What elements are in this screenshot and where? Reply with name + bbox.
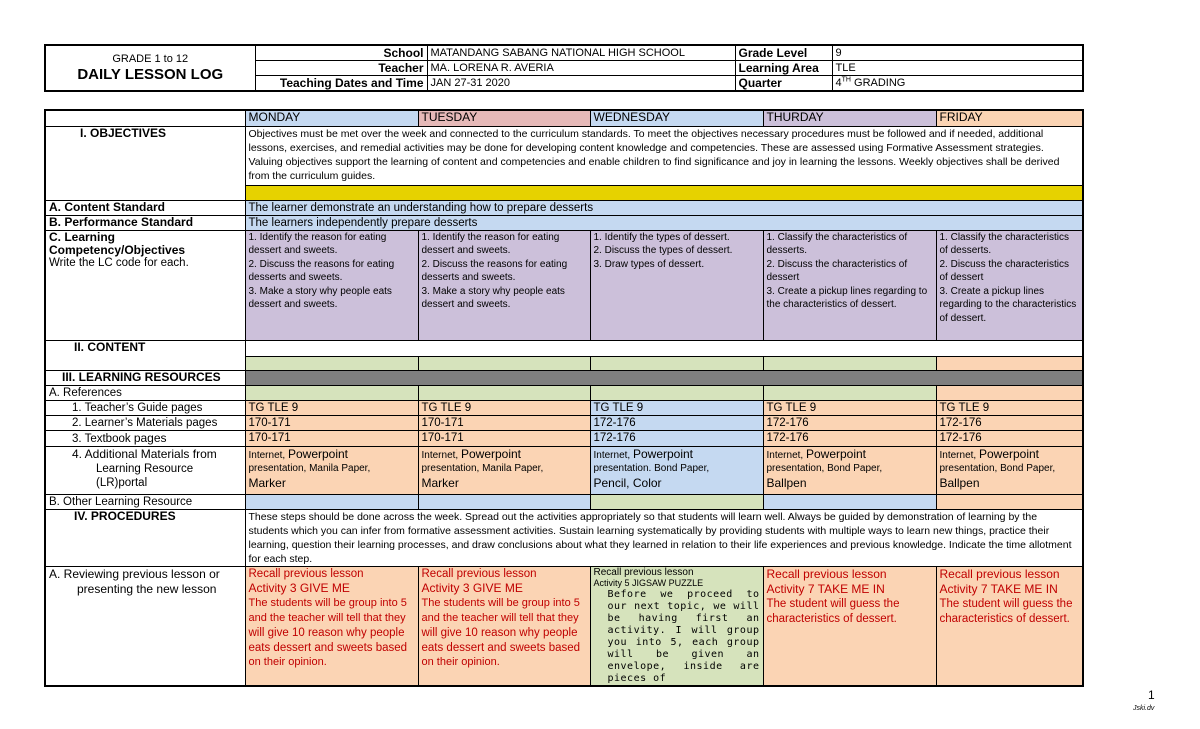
reviewing-tuesday bbox=[418, 566, 590, 686]
tg-thursday: TG TLE 9 bbox=[763, 400, 936, 415]
dates-label: Teaching Dates and Time bbox=[255, 76, 427, 92]
tb-wednesday: 172-176 bbox=[590, 430, 763, 446]
other-monday bbox=[245, 494, 418, 509]
reviewing-label-a: A. Reviewing previous lesson or bbox=[49, 566, 220, 581]
tb-monday: 170-171 bbox=[245, 430, 418, 446]
activity-body: The students will be group into 5 and the teacher will tell that they bbox=[421, 596, 580, 624]
objectives-label: I. OBJECTIVES bbox=[45, 126, 245, 200]
resources-label: III. LEARNING RESOURCES bbox=[45, 370, 245, 385]
am-friday bbox=[936, 446, 1083, 494]
competency-item: 3. Create a pickup lines regarding to the characteristics of dessert. bbox=[766, 285, 928, 310]
competency-item: 3. Draw types of dessert. bbox=[593, 258, 705, 270]
competency-item: 3. Make a story why people eats dessert and sweets. bbox=[248, 285, 392, 310]
am-thursday bbox=[763, 446, 936, 494]
content-monday bbox=[245, 356, 418, 370]
am-text: Powerpoint bbox=[460, 446, 522, 461]
objectives-text: Objectives must be met over the week and connected to the curriculum standards. To meet the objectives necessary procedures must be followed and if needed, additional lessons, exercises, and remedial activities may be done for developing content knowledge and competencies. These are assessed using Formative Assessment strategies. Valuing objectives support the learning of content and competencies and enable children to find significance and joy in learning the lessons. Weekly objectives shall be derived from the curriculum guides. bbox=[245, 126, 1083, 185]
performance-standard-text: The learners independently prepare desserts bbox=[245, 215, 1083, 230]
header-table bbox=[44, 44, 1084, 92]
textbook-label bbox=[45, 430, 245, 446]
activity-body: The student will guess the characteristics of dessert. bbox=[939, 597, 1073, 625]
activity-body: on their opinion. bbox=[248, 655, 327, 668]
am-tuesday bbox=[418, 446, 590, 494]
content-standard-label: A. Content Standard bbox=[45, 200, 245, 215]
day-friday: FRIDAY bbox=[936, 110, 1083, 126]
am-text: presentation, Bond Paper, bbox=[766, 463, 883, 474]
am-text: Pencil, Color bbox=[593, 475, 662, 490]
am-text: Internet, bbox=[766, 449, 806, 461]
grade-level-label: Grade Level bbox=[735, 45, 832, 61]
reviewing-thursday bbox=[763, 566, 936, 686]
teacher-label: Teacher bbox=[255, 61, 427, 76]
grade-level-value: 9 bbox=[832, 45, 1083, 61]
objectives-yellow-bar bbox=[245, 185, 1083, 200]
procedures-label: IV. PROCEDURES bbox=[45, 509, 245, 566]
competency-label: C. Learning Competency/Objectives bbox=[49, 230, 186, 257]
references-label: A. References bbox=[45, 385, 245, 400]
references-monday bbox=[245, 385, 418, 400]
day-header-blank bbox=[45, 110, 245, 126]
procedures-text: These steps should be done across the week. Spread out the activities appropriately so that students will learn well. Always be guided by demonstration of learning by the students which you can infer from formative assessment activities. Sustain learning systematically by providing students with multiple ways to learn new things, practice their learning, question their learning processes, and draw conclusions about what they learned in relation to their life experiences and previous knowledge. Indicate the time allotment for each step. bbox=[245, 509, 1083, 566]
activity-title: Activity 5 JIGSAW PUZZLE bbox=[593, 577, 704, 588]
other-friday bbox=[936, 494, 1083, 509]
quarter-value bbox=[832, 76, 1083, 92]
title-cell bbox=[45, 45, 255, 91]
references-wednesday bbox=[590, 385, 763, 400]
competency-label-cell bbox=[45, 230, 245, 340]
recall-text: Recall previous lesson bbox=[593, 566, 694, 578]
additional-materials-label-a: 4. Additional Materials from bbox=[72, 446, 217, 461]
reviewing-friday bbox=[936, 566, 1083, 686]
quarter-number: 4 bbox=[835, 77, 842, 89]
competency-tuesday bbox=[418, 230, 590, 340]
activity-title: Activity 7 TAKE ME IN bbox=[766, 581, 885, 596]
am-text: Powerpoint bbox=[805, 446, 867, 461]
competency-friday bbox=[936, 230, 1083, 340]
competency-item: 2. Discuss the types of dessert. bbox=[593, 245, 733, 256]
references-friday bbox=[936, 385, 1083, 400]
am-monday bbox=[245, 446, 418, 494]
content-standard-text: The learner demonstrate an understanding how to prepare desserts bbox=[245, 200, 1083, 215]
activity-body: Before we proceed to our next topic, we will be having first an activity. I will group you into 5, each group will be given an envelope, inside are pieces of bbox=[607, 588, 760, 684]
competency-item: 1. Classify the characteristics of desserts. bbox=[939, 231, 1069, 256]
textbook-label-a: 3. Textbook bbox=[72, 432, 134, 445]
other-thursday bbox=[763, 494, 936, 509]
am-text: Ballpen bbox=[766, 475, 807, 490]
am-text: presentation, Manila Paper, bbox=[421, 463, 544, 474]
competency-item: 1. Identify the reason for eating dessert and sweets. bbox=[421, 231, 560, 256]
other-tuesday bbox=[418, 494, 590, 509]
day-monday: MONDAY bbox=[245, 110, 418, 126]
document-title: DAILY LESSON LOG bbox=[77, 66, 224, 83]
content-friday bbox=[936, 356, 1083, 370]
tg-friday: TG TLE 9 bbox=[936, 400, 1083, 415]
activity-title: Activity 3 GIVE ME bbox=[421, 580, 523, 595]
content-label: II. CONTENT bbox=[45, 340, 245, 370]
am-text: presentation, Bond Paper, bbox=[939, 463, 1056, 474]
competency-sublabel: Write the LC code for each. bbox=[49, 256, 189, 269]
tg-wednesday: TG TLE 9 bbox=[590, 400, 763, 415]
activity-title: Activity 7 TAKE ME IN bbox=[939, 581, 1058, 596]
competency-item: 1. Identify the types of dessert. bbox=[593, 231, 730, 243]
tb-thursday: 172-176 bbox=[763, 430, 936, 446]
competency-item: 1. Identify the reason for eating dessert and sweets. bbox=[248, 231, 387, 256]
competency-item: 2. Discuss the reasons for eating desserts and sweets. bbox=[421, 258, 568, 283]
school-value: MATANDANG SABANG NATIONAL HIGH SCHOOL bbox=[427, 45, 735, 61]
content-wednesday bbox=[590, 356, 763, 370]
activity-body: on their opinion. bbox=[421, 655, 500, 668]
footer-tag: Jski.dv bbox=[1133, 705, 1155, 712]
am-text: presentation, Manila Paper, bbox=[248, 463, 371, 474]
dates-value: JAN 27-31 2020 bbox=[427, 76, 735, 92]
tb-tuesday: 170-171 bbox=[418, 430, 590, 446]
reviewing-label-b: presenting the new lesson bbox=[77, 581, 217, 596]
activity-body: will give 10 reason why people eats dessert and sweets based bbox=[248, 626, 408, 654]
learning-area-label: Learning Area bbox=[735, 61, 832, 76]
competency-item: 1. Classify the characteristics of desserts. bbox=[766, 231, 908, 256]
tg-monday: TG TLE 9 bbox=[245, 400, 418, 415]
am-text: Marker bbox=[421, 475, 459, 490]
performance-standard-label: B. Performance Standard bbox=[45, 215, 245, 230]
competency-item: 2. Discuss the reasons for eating desserts and sweets. bbox=[248, 258, 395, 283]
activity-body: The student will guess the characteristics of dessert. bbox=[766, 597, 900, 625]
content-thursday bbox=[763, 356, 936, 370]
tg-label: 1. Teacher’s Guide pages bbox=[45, 400, 245, 415]
competency-wednesday bbox=[590, 230, 763, 340]
reviewing-monday bbox=[245, 566, 418, 686]
tb-friday: 172-176 bbox=[936, 430, 1083, 446]
competency-item: 2. Discuss the characteristics of dessert bbox=[939, 258, 1069, 283]
competency-item: 3. Make a story why people eats dessert and sweets. bbox=[421, 285, 565, 310]
content-tuesday bbox=[418, 356, 590, 370]
reviewing-wednesday bbox=[590, 566, 763, 686]
quarter-label: Quarter bbox=[735, 76, 832, 92]
textbook-label-b: pages bbox=[133, 430, 167, 445]
competency-monday bbox=[245, 230, 418, 340]
school-label: School bbox=[255, 45, 427, 61]
am-text: Powerpoint bbox=[978, 446, 1040, 461]
am-text: Internet, bbox=[248, 449, 288, 461]
lm-friday: 172-176 bbox=[936, 415, 1083, 430]
recall-text: Recall previous lesson bbox=[766, 566, 887, 581]
activity-title: Activity 3 GIVE ME bbox=[248, 580, 350, 595]
am-text: presentation. Bond Paper, bbox=[593, 463, 710, 474]
recall-text: Recall previous lesson bbox=[248, 567, 364, 580]
lm-label: 2. Learner’s Materials pages bbox=[45, 415, 245, 430]
lm-wednesday: 172-176 bbox=[590, 415, 763, 430]
am-wednesday bbox=[590, 446, 763, 494]
other-wednesday bbox=[590, 494, 763, 509]
other-resource-label: B. Other Learning Resource bbox=[45, 494, 245, 509]
teacher-value: MA. LORENA R. AVERIA bbox=[427, 61, 735, 76]
quarter-text: GRADING bbox=[850, 77, 906, 89]
am-text: Marker bbox=[248, 475, 286, 490]
am-text: Powerpoint bbox=[632, 446, 694, 461]
activity-body: The students will be group into 5 and the teacher will tell that they bbox=[248, 596, 407, 624]
competency-item: 3. Create a pickup lines regarding to the characteristics of dessert. bbox=[939, 285, 1077, 324]
recall-text: Recall previous lesson bbox=[939, 566, 1060, 581]
day-tuesday: TUESDAY bbox=[418, 110, 590, 126]
lm-thursday: 172-176 bbox=[763, 415, 936, 430]
content-blank bbox=[245, 340, 1083, 356]
additional-materials-label bbox=[45, 446, 245, 494]
lm-monday: 170-171 bbox=[245, 415, 418, 430]
am-text: Internet, bbox=[593, 449, 633, 461]
tg-tuesday: TG TLE 9 bbox=[418, 400, 590, 415]
lm-tuesday: 170-171 bbox=[418, 415, 590, 430]
references-tuesday bbox=[418, 385, 590, 400]
references-thursday bbox=[763, 385, 936, 400]
page-number: 1 bbox=[1148, 688, 1155, 702]
day-header-row bbox=[45, 110, 1083, 126]
day-wednesday: WEDNESDAY bbox=[590, 110, 763, 126]
additional-materials-label-b: Learning Resource (LR)portal bbox=[96, 462, 194, 489]
day-thursday: THURDAY bbox=[763, 110, 936, 126]
recall-text: Recall previous lesson bbox=[421, 567, 537, 580]
competency-item: 2. Discuss the characteristics of dessert bbox=[766, 258, 908, 283]
am-text: Powerpoint bbox=[287, 446, 349, 461]
am-text: Internet, bbox=[939, 449, 979, 461]
am-text: Internet, bbox=[421, 449, 461, 461]
am-text: Ballpen bbox=[939, 475, 980, 490]
reviewing-label-cell bbox=[45, 566, 245, 686]
quarter-suffix: TH bbox=[841, 76, 851, 84]
activity-body: will give 10 reason why people eats dessert and sweets based bbox=[421, 626, 581, 654]
grade-range: GRADE 1 to 12 bbox=[112, 53, 189, 65]
competency-thursday bbox=[763, 230, 936, 340]
lesson-log-table bbox=[44, 109, 1084, 687]
resources-gray-bar bbox=[245, 370, 1083, 385]
learning-area-value: TLE bbox=[832, 61, 1083, 76]
